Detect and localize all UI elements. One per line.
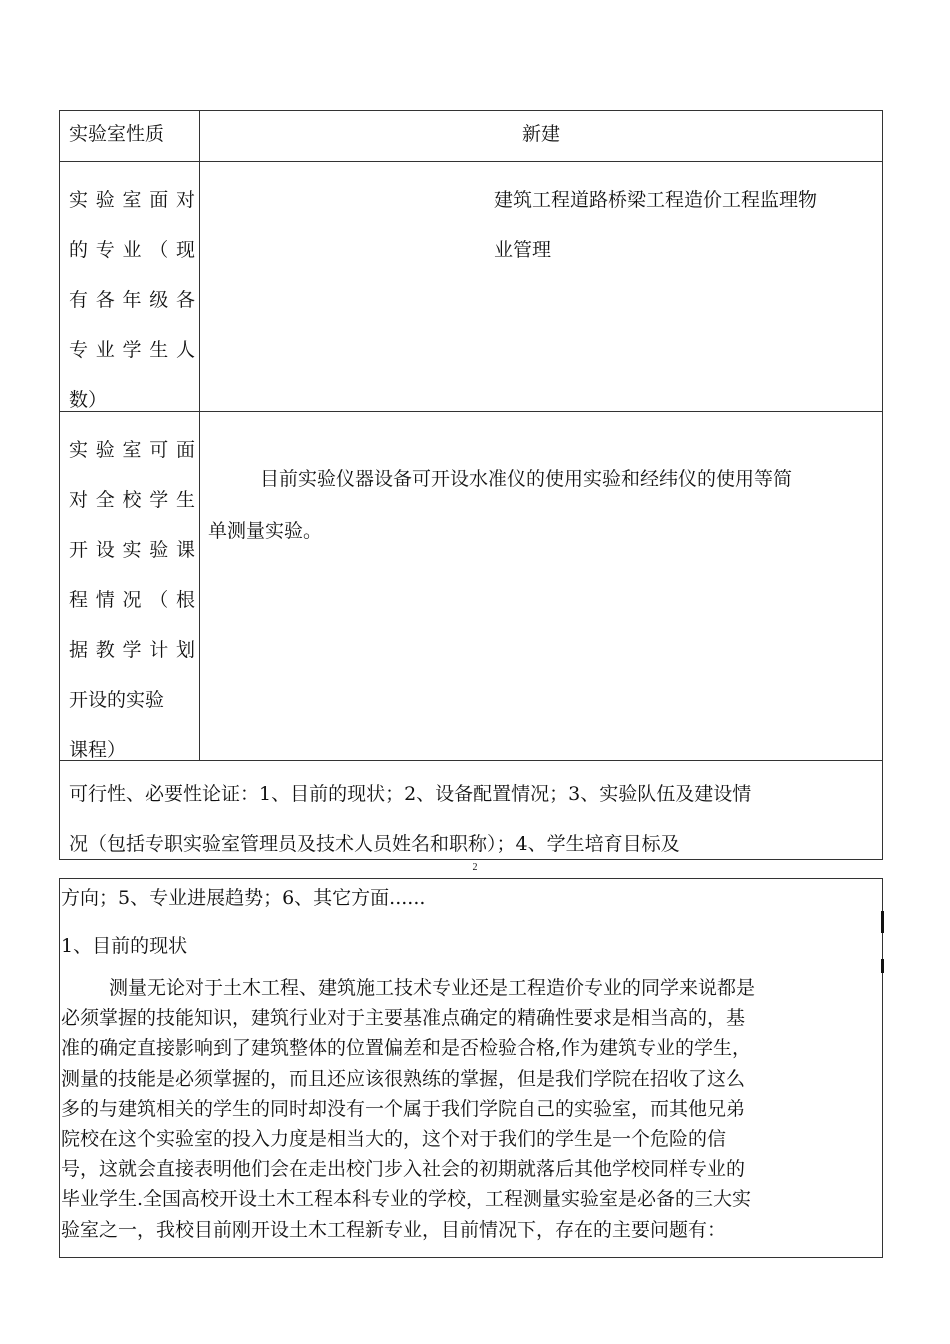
paragraph-line: 测量无论对于土木工程、建筑施工技术专业还是工程造价专业的同学来说都是 [109, 977, 756, 999]
paragraph-line: 号，这就会直接表明他们会在走出校门步入社会的初期就落后其他学校同样专业的 [61, 1158, 746, 1181]
label-line: 数） [69, 389, 108, 411]
paragraph-line: 必须掌握的技能知识，建筑行业对于主要基准点确定的精确性要求是相当高的，基 [61, 1007, 746, 1030]
label-line: 程情况（根 [69, 589, 195, 611]
label-majors [60, 162, 200, 411]
paragraph-line: 多的与建筑相关的学生的同时却没有一个属于我们学院自己的实验室，而其他兄弟 [61, 1097, 746, 1120]
label-line: 据教学计划 [69, 639, 195, 661]
label-line: 开设的实验 [69, 689, 165, 711]
courses-line: 目前实验仪器设备可开设水准仪的使用实验和经纬仪的使用等简 [260, 468, 793, 490]
feasibility-line: 况（包括专职实验室管理员及技术人员姓名和职称）；4、学生培育目标及 [69, 833, 680, 855]
paragraph-line: 院校在这个实验室的投入力度是相当大的，这个对于我们的学生是一个危险的信 [61, 1128, 727, 1151]
majors-line: 业管理 [494, 239, 552, 261]
feasibility-line: 可行性、必要性论证：1、目前的现状；2、设备配置情况；3、实验队伍及建设情 [69, 783, 752, 805]
courses-line: 单测量实验。 [208, 520, 323, 542]
table-row-feasibility [60, 761, 882, 859]
section-heading: 1、目前的现状 [61, 935, 188, 957]
table-row-courses [60, 412, 882, 761]
table-row-majors [60, 162, 882, 412]
continuation-line: 方向；5、专业进展趋势；6、其它方面...... [61, 887, 426, 909]
paragraph-line: 测量的技能是必须掌握的，而且还应该很熟练的掌握，但是我们学院在招收了这么 [61, 1067, 746, 1090]
value-courses [200, 412, 882, 760]
page-number: 2 [472, 862, 478, 873]
edge-mark [881, 959, 884, 973]
feasibility-text [69, 769, 751, 869]
table-row-nature [60, 111, 882, 162]
label-line: 对全校学生 [69, 489, 195, 511]
paragraph-line: 验室之一，我校目前刚开设土木工程新专业，目前情况下，存在的主要问题有： [61, 1218, 727, 1241]
paragraph-line: 毕业学生.全国高校开设土木工程本科专业的学校，工程测量实验室是必备的三大实 [61, 1188, 752, 1211]
continuation-box [59, 878, 883, 1258]
info-table [59, 110, 883, 860]
label-line: 的专业（现 [69, 239, 195, 261]
label-line: 课程） [69, 739, 127, 761]
label-line: 开设实验课 [69, 539, 195, 561]
label-line: 实验室可面 [69, 439, 195, 461]
majors-line: 建筑工程道路桥梁工程造价工程监理物 [494, 189, 818, 211]
label-line: 专业学生人 [69, 339, 195, 361]
label-courses [60, 412, 200, 760]
label-line: 实验室面对 [69, 189, 195, 211]
edge-mark [881, 911, 884, 933]
label-lab-nature: 实验室性质 [60, 111, 200, 161]
body-paragraph [61, 973, 882, 1245]
value-majors [200, 162, 882, 411]
paragraph-line: 准的确定直接影响到了建筑整体的位置偏差和是否检验合格,作为建筑专业的学生， [61, 1037, 752, 1060]
value-lab-nature: 新建 [521, 123, 560, 145]
label-line: 有各年级各 [69, 289, 195, 311]
